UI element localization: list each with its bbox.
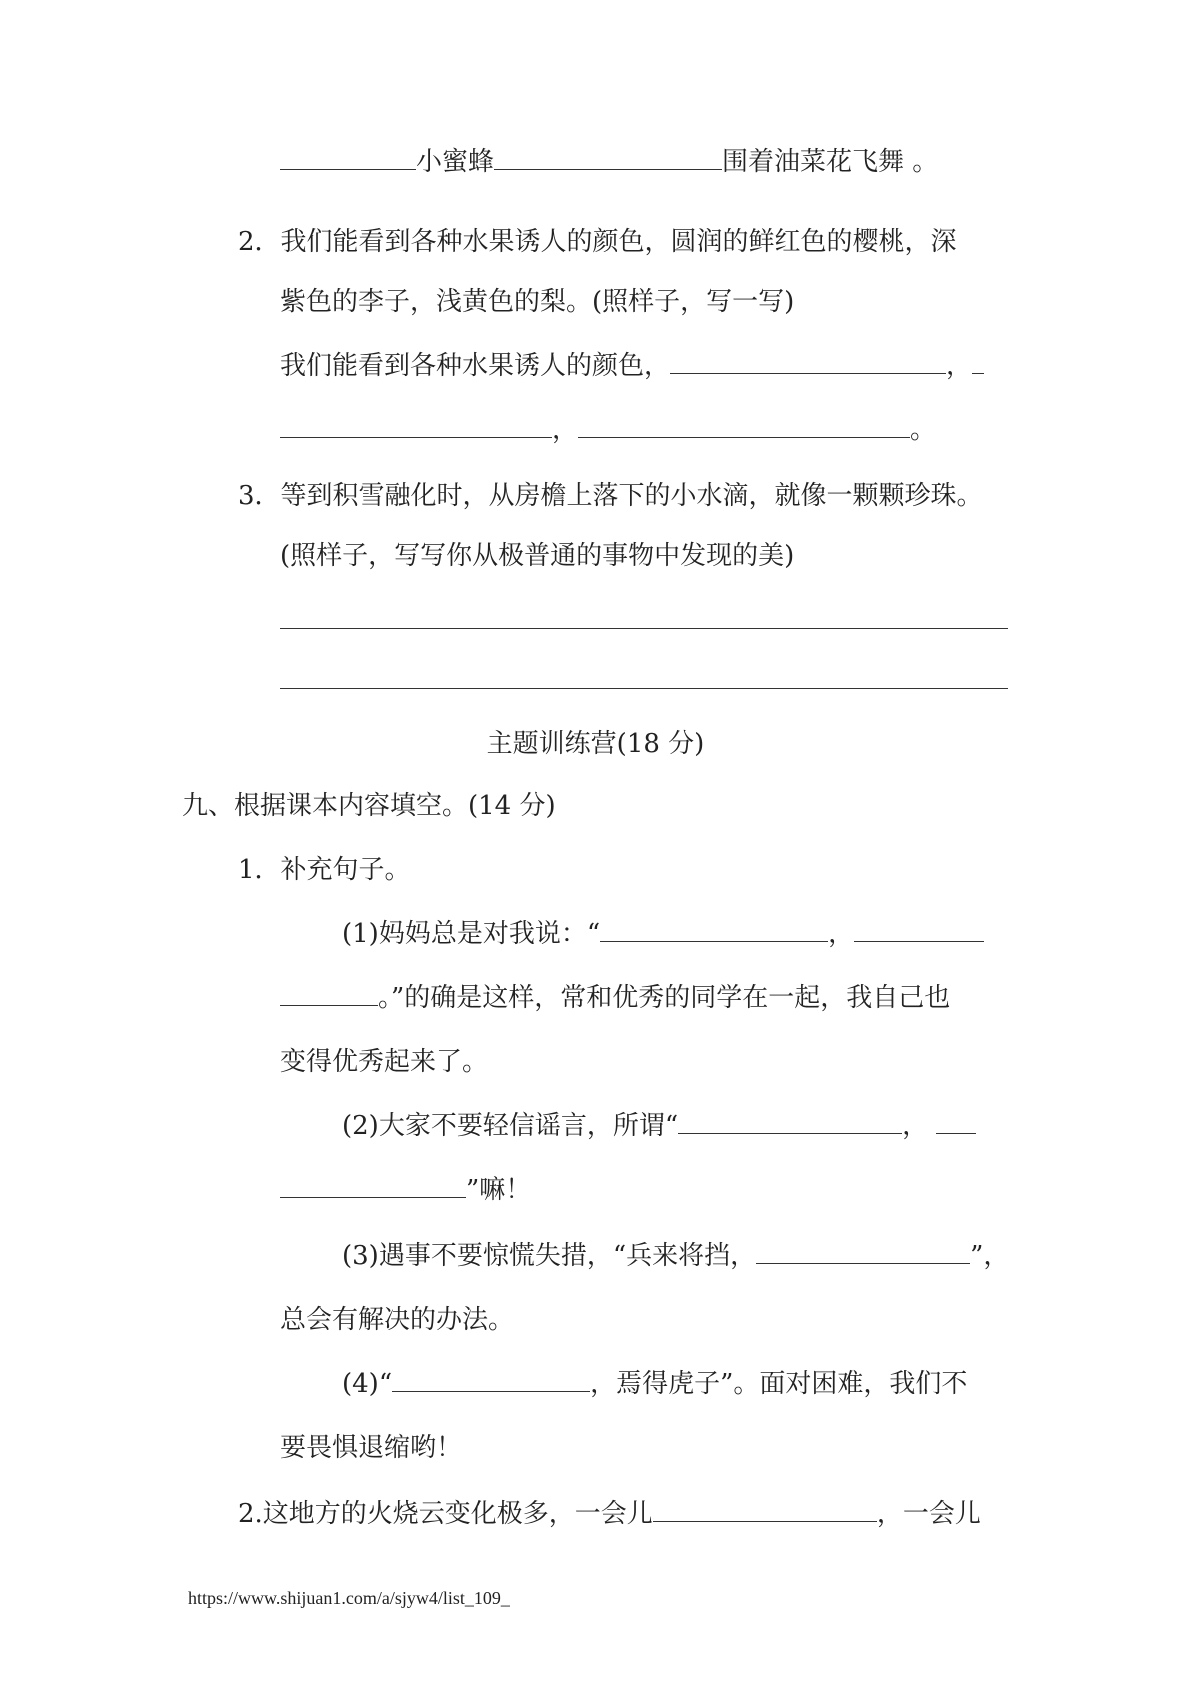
answer-blank[interactable]: [280, 411, 552, 438]
text: (1)妈妈总是对我说：“: [342, 919, 601, 949]
sentence-3-line-2: 总会有解决的办法。: [280, 1305, 515, 1335]
answer-blank[interactable]: [600, 915, 828, 942]
text: ，: [946, 351, 973, 381]
text: ，: [828, 919, 855, 949]
answer-blank[interactable]: [280, 1171, 466, 1198]
question-9-sub-1: 1．补充句子。: [238, 855, 411, 885]
text: 小蜜蜂: [416, 147, 495, 177]
text: ，: [902, 1111, 929, 1141]
question-3-line-2: (照样子，写写你从极普通的事物中发现的美): [280, 541, 795, 571]
text: 。”的确是这样，常和优秀的同学在一起，我自己也: [378, 983, 951, 1013]
answer-line[interactable]: [280, 628, 1008, 629]
text: ”嘛！: [466, 1175, 532, 1205]
sentence-1-line-3: 变得优秀起来了。: [280, 1047, 489, 1077]
text: ，焉得虎子”。面对困难，我们不: [590, 1369, 968, 1399]
sentence-4-line-2: 要畏惧退缩哟！: [280, 1433, 463, 1463]
text: (4)“: [342, 1369, 393, 1399]
text: ，一会儿: [876, 1499, 981, 1529]
text: ，: [552, 415, 579, 445]
text: 2.这地方的火烧云变化极多，一会儿: [238, 1499, 653, 1529]
sentence-bee-line: [280, 142, 938, 182]
answer-blank[interactable]: [653, 1495, 877, 1522]
text: ”，: [970, 1241, 1010, 1271]
sentence-3-line-1: [342, 1236, 1009, 1276]
question-2-line-1: 2．我们能看到各种水果诱人的颜色，圆润的鲜红色的樱桃，深: [238, 227, 957, 257]
sentence-2-line-1: [342, 1106, 976, 1146]
question-2-line-2: 紫色的李子，浅黄色的梨。(照样子，写一写): [280, 287, 795, 317]
text: 我们能看到各种水果诱人的颜色，: [280, 351, 671, 381]
answer-blank[interactable]: [678, 1107, 902, 1134]
text: 。: [912, 147, 939, 177]
question-3-line-1: 3．等到积雪融化时，从房檐上落下的小水滴，就像一颗颗珍珠。: [238, 481, 983, 511]
text: (2)大家不要轻信谣言，所谓“: [342, 1111, 679, 1141]
sentence-4-line-1: [342, 1364, 967, 1404]
answer-blank[interactable]: [756, 1237, 970, 1264]
answer-blank[interactable]: [280, 979, 378, 1006]
answer-blank[interactable]: [494, 143, 722, 170]
question-2b-line-1: [238, 1494, 981, 1534]
sentence-2-line-2: [280, 1170, 531, 1210]
question-2-line-3: [280, 346, 984, 386]
question-9-title: 九、根据课本内容填空。(14 分): [182, 791, 556, 821]
text: (3)遇事不要惊慌失措，“兵来将挡，: [342, 1241, 757, 1271]
section-title: 主题训练营(18 分): [486, 729, 705, 759]
question-2-line-4: [280, 410, 936, 450]
answer-blank[interactable]: [578, 411, 910, 438]
answer-blank[interactable]: [936, 1107, 976, 1134]
answer-blank[interactable]: [854, 915, 984, 942]
footer-url: https://www.shijuan1.com/a/sjyw4/list_109_: [188, 1588, 510, 1608]
sentence-1-line-2: [280, 978, 950, 1018]
answer-blank[interactable]: [670, 347, 946, 374]
answer-line[interactable]: [280, 688, 1008, 689]
answer-blank[interactable]: [972, 347, 984, 374]
text: 。: [910, 415, 937, 445]
text: 围着油菜花飞舞: [722, 147, 905, 177]
answer-blank[interactable]: [280, 143, 416, 170]
answer-blank[interactable]: [392, 1365, 590, 1392]
sentence-1-line-1: [342, 914, 984, 954]
